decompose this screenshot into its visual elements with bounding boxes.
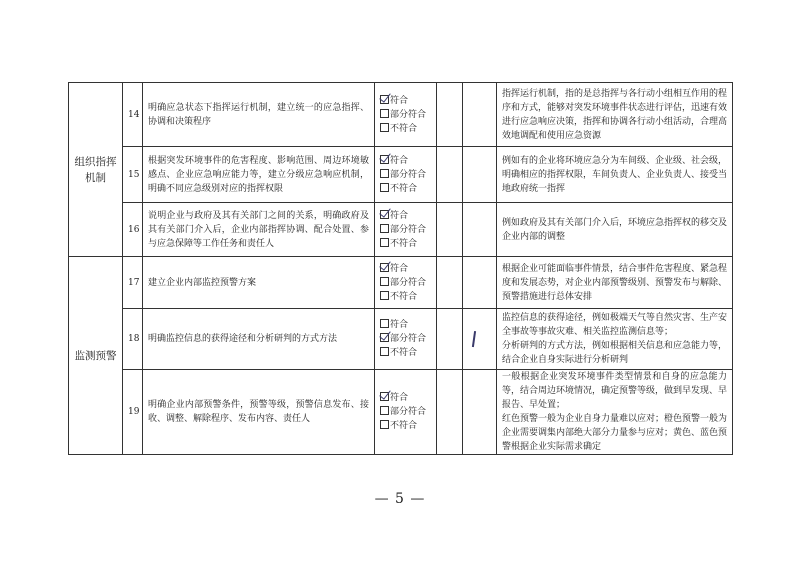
remark-text: 例如政府及其有关部门介入后，环境应急指挥权的移交及企业内部的调整 [497, 203, 733, 257]
option-label: 符合 [390, 210, 409, 221]
checkbox-icon[interactable] [380, 123, 389, 132]
option-non-compliant[interactable] [380, 182, 431, 196]
option-label: 不符合 [390, 348, 418, 358]
checkbox-icon[interactable] [380, 319, 389, 328]
checkbox-icon[interactable] [380, 169, 389, 178]
remark-text: 例如有的企业将环境应急分为车间级、企业级、社会级，明确相应的指挥权限，车间负责人、企业负责人、接受当地政府统一指挥 [497, 147, 733, 203]
remark-text: 监控信息的获得途径，例如极端天气等自然灾害、生产安全事故等事故灾难、相关监控监测信息等； 分析研判的方式方法，例如根据相关信息和应急能力等，结合企业自身实际进行分析研判 [497, 309, 733, 370]
checkbox-icon[interactable] [380, 277, 389, 286]
blank-cell [437, 147, 463, 203]
table-row [69, 257, 733, 309]
option-label: 不符合 [390, 291, 418, 302]
option-non-compliant[interactable] [380, 290, 431, 304]
table-row [69, 309, 733, 370]
table-row [69, 83, 733, 147]
option-non-compliant[interactable] [380, 122, 431, 136]
notes-cell [463, 257, 497, 309]
checkbox-icon[interactable] [380, 420, 389, 429]
option-label: 符合 [390, 320, 409, 330]
item-number: 15 [123, 147, 143, 203]
compliance-options [375, 257, 437, 309]
item-number: 18 [123, 309, 143, 370]
table-row [69, 147, 733, 203]
compliance-options [375, 83, 437, 147]
option-label: 部分符合 [390, 224, 427, 235]
item-number: 17 [123, 257, 143, 309]
compliance-options [375, 309, 437, 370]
option-label: 符合 [390, 155, 409, 166]
option-label: 部分符合 [390, 169, 427, 180]
option-label: 符合 [390, 393, 409, 403]
checkbox-icon[interactable] [380, 224, 389, 233]
checkbox-icon[interactable] [380, 183, 389, 192]
pen-mark-icon [472, 331, 476, 347]
requirement-text: 根据突发环境事件的危害程度、影响范围、周边环境敏感点、企业应急响应能力等，建立分级应急响应机制，明确不同应急级别对应的指挥权限 [143, 147, 375, 203]
checkbox-icon[interactable] [380, 406, 389, 415]
checked-checkbox-icon[interactable] [380, 210, 389, 219]
remark-text: 一般根据企业突发环境事件类型情景和自身的应急能力等，结合周边环境情况，确定预警等级，做到早发现、早报告、早处置； 红色预警一般为企业自身力量难以应对；橙色预警一般为企业需要调集内部绝大部分力量参与应对；黄色、蓝色预警根据企业实际需求确定 [497, 370, 733, 455]
checked-checkbox-icon[interactable] [380, 333, 389, 342]
option-partial[interactable] [380, 223, 431, 237]
requirement-text: 明确应急状态下指挥运行机制，建立统一的应急指挥、协调和决策程序 [143, 83, 375, 147]
blank-cell [437, 83, 463, 147]
table-row [69, 203, 733, 257]
option-non-compliant[interactable] [380, 346, 431, 360]
option-label: 不符合 [390, 238, 418, 249]
category-label: 组织指挥 机制 [74, 155, 117, 184]
requirement-text: 明确企业内部预警条件，预警等级，预警信息发布、接收、调整、解除程序、发布内容、责任人 [143, 370, 375, 455]
notes-cell [463, 83, 497, 147]
checked-checkbox-icon[interactable] [380, 155, 389, 164]
notes-cell [463, 370, 497, 455]
option-partial[interactable] [380, 276, 431, 290]
notes-cell [463, 203, 497, 257]
checked-checkbox-icon[interactable] [380, 95, 389, 104]
checkbox-icon[interactable] [380, 238, 389, 247]
requirement-text: 明确监控信息的获得途径和分析研判的方式方法 [143, 309, 375, 370]
option-partial[interactable] [380, 108, 431, 122]
checked-checkbox-icon[interactable] [380, 263, 389, 272]
item-number: 14 [123, 83, 143, 147]
option-non-compliant[interactable] [380, 419, 431, 433]
option-compliant[interactable] [380, 94, 431, 108]
notes-cell [463, 147, 497, 203]
option-label: 部分符合 [390, 334, 427, 344]
option-label: 不符合 [390, 421, 418, 431]
option-compliant[interactable] [380, 209, 431, 223]
option-label: 部分符合 [390, 109, 427, 120]
evaluation-table [68, 82, 733, 455]
checkbox-icon[interactable] [380, 109, 389, 118]
option-compliant[interactable] [380, 154, 431, 168]
category-label: 监测预警 [74, 349, 117, 362]
blank-cell [437, 203, 463, 257]
compliance-options [375, 147, 437, 203]
option-compliant[interactable] [380, 391, 431, 405]
option-compliant[interactable] [380, 262, 431, 276]
checked-checkbox-icon[interactable] [380, 392, 389, 401]
option-label: 符合 [390, 263, 409, 274]
option-label: 不符合 [390, 123, 418, 134]
checkbox-icon[interactable] [380, 347, 389, 356]
item-number: 19 [123, 370, 143, 455]
remark-text: 根据企业可能面临事件情景，结合事件危害程度、紧急程度和发展态势，对企业内部预警级别、预警发布与解除、预警措施进行总体安排 [497, 257, 733, 309]
table-row [69, 370, 733, 455]
notes-cell [463, 309, 497, 370]
remark-text: 指挥运行机制，指的是总指挥与各行动小组相互作用的程序和方式，能够对突发环境事件状态进行评估，迅速有效进行应急响应决策，指挥和协调各行动小组活动，合理高效地调配和使用应急资源 [497, 83, 733, 147]
blank-cell [437, 309, 463, 370]
option-label: 部分符合 [390, 277, 427, 288]
option-non-compliant[interactable] [380, 237, 431, 251]
requirement-text: 说明企业与政府及其有关部门之间的关系，明确政府及其有关部门介入后，企业内部指挥协调、配合处置、参与应急保障等工作任务和责任人 [143, 203, 375, 257]
option-label: 部分符合 [390, 407, 427, 417]
category-cell [69, 83, 123, 257]
option-partial[interactable] [380, 405, 431, 419]
blank-cell [437, 257, 463, 309]
blank-cell [437, 370, 463, 455]
requirement-text: 建立企业内部监控预警方案 [143, 257, 375, 309]
compliance-options [375, 370, 437, 455]
page-number: — 5 — [374, 491, 426, 507]
option-label: 不符合 [390, 183, 418, 194]
item-number: 16 [123, 203, 143, 257]
compliance-options [375, 203, 437, 257]
option-partial[interactable] [380, 332, 431, 346]
checkbox-icon[interactable] [380, 291, 389, 300]
option-label: 符合 [390, 95, 409, 106]
option-partial[interactable] [380, 168, 431, 182]
category-cell [69, 257, 123, 455]
